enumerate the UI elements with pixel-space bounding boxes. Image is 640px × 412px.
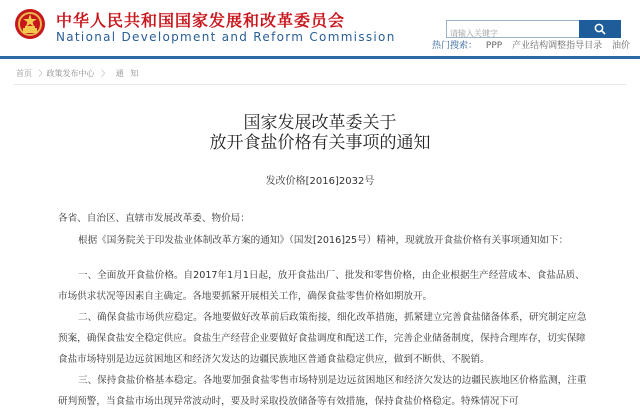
breadcrumb-separator: 〉 bbox=[101, 69, 110, 78]
national-emblem-icon bbox=[14, 8, 46, 40]
document-salutation: 各省、自治区、直辖市发展改革委、物价局： bbox=[58, 213, 250, 224]
org-name-en: National Development and Reform Commission bbox=[56, 30, 396, 44]
document-paragraph: 根据《国务院关于印发盐业体制改革方案的通知》（国发[2016]25号）精神，现就放开食盐价格有关事项通知如下： bbox=[78, 235, 569, 246]
org-name-cn: 中华人民共和国国家发展和改革委员会 bbox=[56, 11, 346, 30]
document-paragraph: 一、全面放开食盐价格。自2017年1月1日起，放开食盐出厂、批发和零售价格，由企业根据生产经营成本、食盐品质、市场供求状况等因素自主确定。各地要抓紧开展相关工作，确保食盐零售价格如期放开。 bbox=[58, 270, 585, 302]
hot-search-label: 热门搜索： bbox=[432, 41, 478, 51]
header-divider bbox=[0, 56, 640, 59]
document-title-line1: 国家发展改革委关于 bbox=[243, 113, 397, 133]
search-icon bbox=[594, 23, 606, 35]
search-box bbox=[446, 20, 580, 38]
hot-search-link-ppp[interactable]: PPP bbox=[485, 41, 503, 51]
breadcrumb-home[interactable]: 首页 bbox=[16, 69, 32, 78]
document-number: 发改价格[2016]2032号 bbox=[265, 176, 375, 187]
site-header bbox=[0, 0, 640, 56]
breadcrumb-notice-1[interactable]: 通 bbox=[115, 69, 124, 78]
hot-search-link-industry-catalog[interactable]: 产业结构调整指导目录 bbox=[512, 41, 603, 51]
breadcrumb bbox=[16, 68, 142, 79]
document-paragraph: 二、确保食盐市场供应稳定。各地要做好改革前后政策衔接，细化改革措施，抓紧建立完善食盐储备体系，研究制定应急预案，确保食盐安全稳定供应。食盐生产经营企业要做好食盐调度和配送工作，完善企业储备制度，保持合理库存，切实保障食盐市场特别是边远贫困地区和经济欠发达的边疆民族地区普通食盐稳定供应，做到不断供、不脱销。 bbox=[58, 312, 587, 365]
hot-search-link-oil-price[interactable]: 油价 bbox=[611, 41, 630, 51]
breadcrumb-notice-2[interactable]: 知 bbox=[130, 69, 139, 78]
document-title-line2: 放开食盐价格有关事项的通知 bbox=[209, 133, 431, 153]
search-button[interactable] bbox=[579, 20, 621, 38]
breadcrumb-policy-center[interactable]: 〉政策发布中心 bbox=[38, 69, 95, 78]
breadcrumb-divider bbox=[14, 84, 626, 85]
document-paragraph: 三、保持食盐价格基本稳定。各地要加强食盐零售市场特别是边远贫困地区和经济欠发达的边疆民族地区价格监测，注重研判预警，当食盐市场出现异常波动时，要及时采取投放储备等有效措施，保持食盐价格稳定。特殊情况下可 bbox=[58, 375, 587, 407]
hot-search-bar bbox=[432, 38, 637, 51]
